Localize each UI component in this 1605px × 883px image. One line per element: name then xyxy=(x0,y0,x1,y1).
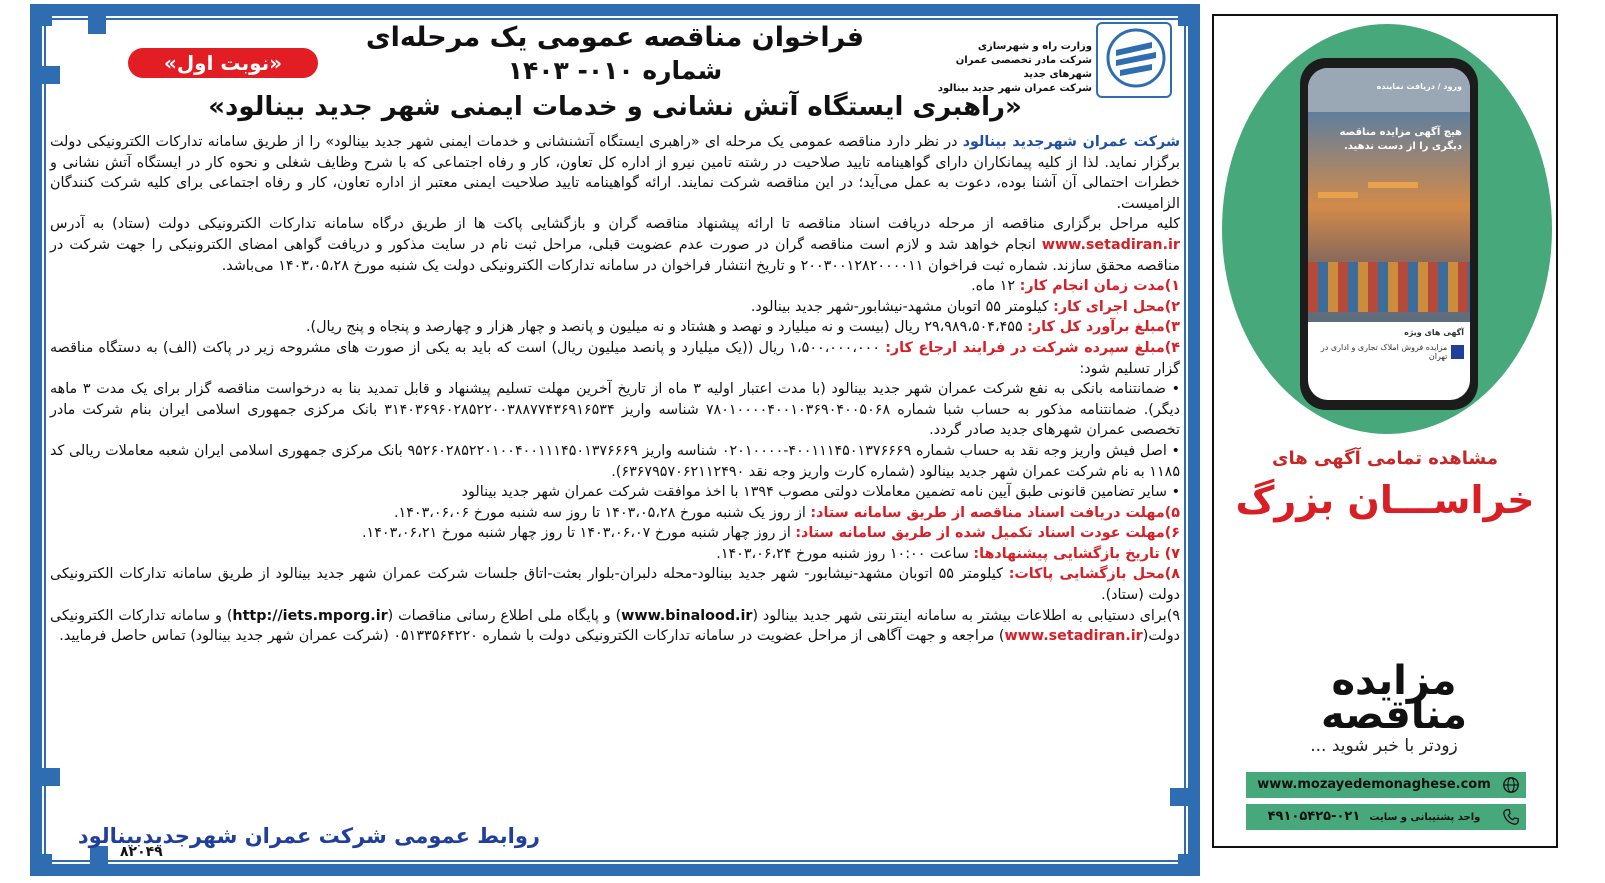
screen-section-title: آگهی های ویژه xyxy=(1404,328,1464,337)
binalood-link[interactable]: www.binalood.ir xyxy=(621,607,753,624)
item-text: ۱۲ ماه. xyxy=(971,278,1020,295)
item-text: از روز یک شنبه مورخ ۱۴۰۳،۰۵،۲۸ تا روز سه شنبه مورخ ۱۴۰۳،۰۶،۰۶. xyxy=(393,504,811,521)
phone-label: واحد پشتیبانی و سایت xyxy=(1369,812,1481,823)
screen-header-text: ورود / دریافت نماینده xyxy=(1376,82,1462,91)
setad-link[interactable]: www.setadiran.ir xyxy=(1041,236,1180,253)
ad-heading-region: خراســـان بزرگ xyxy=(1235,478,1535,522)
screen-header xyxy=(1308,68,1470,112)
item-line xyxy=(50,276,1180,297)
item-label: ۳)مبلغ برآورد کل کار: xyxy=(1027,319,1180,336)
screen-list xyxy=(1308,322,1470,367)
corner-square xyxy=(30,4,52,26)
ad-panel[interactable] xyxy=(1212,14,1558,848)
website-bar[interactable] xyxy=(1246,772,1526,798)
ad-code: ۸۲۰۴۹ xyxy=(120,844,163,860)
screen-banner-text: هیچ آگهی مزایده مناقصه دیگری را از دست ندهید. xyxy=(1339,127,1462,152)
item-text: ) و پایگاه ملی اطلاع رسانی مناقصات ( xyxy=(387,607,622,624)
item-line xyxy=(50,606,1180,647)
procedure-paragraph xyxy=(50,214,1180,276)
item-label: ۶)مهلت عودت اسناد تکمیل شده از طریق سامانه ستاد: xyxy=(795,525,1180,542)
globe-icon xyxy=(1502,776,1520,794)
item-text: ۹)برای دستیابی به اطلاعات بیشتر به سامانه اینترنتی شهر جدید بینالود ( xyxy=(752,607,1180,624)
item-text: کیلومتر ۵۵ اتوبان مشهد-نیشابور-شهر جدید بینالود. xyxy=(750,298,1054,315)
phone-number[interactable]: ۰۲۱-۴۹۱۰۵۴۲۵ xyxy=(1267,809,1361,824)
item-text: ۲۹،۹۸۹،۵۰۴،۴۵۵ ریال (بیست و نه میلیارد و نهصد و هشتاد و نه میلیون و پانصد و چهار هزار و چهارصد و پنجاه و پنج ریال). xyxy=(305,319,1028,336)
item-line xyxy=(50,317,1180,338)
notice-subject: «راهبری ایستگاه آتش نشانی و خدمات ایمنی شهر جدید بینالود» xyxy=(208,92,1022,122)
item-label: ۵)مهلت دریافت اسناد مناقصه از طریق سامانه ستاد: xyxy=(810,504,1180,521)
bullet-item: • سایر تضامین قانونی طبق آیین نامه تضمین معاملات دولتی مصوب ۱۳۹۴ با اخذ موافقت شرکت عمران شهر جدید بینالود xyxy=(461,484,1180,501)
item-line xyxy=(50,544,1180,565)
procedure-text: کلیه مراحل برگزاری مناقصه از مرحله دریافت اسناد مناقصه تا ارائه پیشنهاد مناقصه گران و بازگشایی پاکت ها از طریق درگاه سامانه تدارکات الکترونیکی دولت (ستاد) به آدرس xyxy=(50,216,1180,233)
org-line: شرکت عمران شهر جدید بینالود xyxy=(937,83,1092,94)
org-line: شرکت مادر تخصصی عمران شهرهای جدید xyxy=(955,55,1092,80)
intro-company: شرکت عمران شهرجدید بینالود xyxy=(962,134,1181,150)
phone-contact xyxy=(1252,804,1496,831)
procedure-text: انجام خواهد شد و لازم است مناقصه گران در صورت عدم عضویت قبلی، مراحل ثبت نام در سایت مذکور و دریافت گواهی امضای الکترونیکی را جهت شرکت در مناقصه محقق سازند. شماره ثبت فراخوان ۲۰۰۳۰۰۱۲۸۲۰۰۰۰۱۱ و تاریخ انتشار فراخوان در سامانه تدارکات الکترونیکی دولت یک شنبه مورخ ۱۴۰۳،۰۵،۲۸ می‌باشد. xyxy=(50,236,1180,274)
port-image xyxy=(1308,112,1470,322)
ad-heading-small: مشاهده تمامی آگهی های xyxy=(1272,448,1498,469)
notice-header xyxy=(50,20,1180,132)
item-line xyxy=(50,338,1180,379)
item-text: ۱،۵۰۰،۰۰۰،۰۰۰ ریال ((یک میلیارد و پانصد میلیون ریال) است که باید به یکی از صورت های مشروحه زیر در پاکت (الف) به دستگاه مناقصه گزار تسلیم شود: xyxy=(50,339,1180,377)
public-relations-signature: روابط عمومی شرکت عمران شهرجدیدبینالود xyxy=(77,824,540,848)
intro-paragraph xyxy=(50,132,1180,214)
item-text: ) مراجعه و جهت آگاهی از مراحل عضویت در سامانه تدارکات الکترونیکی دولت با شماره ۰۵۱۳۳۵۶۴۲۲۰ (شرکت عمران شهر جدید بینالود) تماس حاصل فرمایید. xyxy=(59,628,1005,645)
setad-link[interactable]: www.setadiran.ir xyxy=(1004,628,1143,645)
phone-icon xyxy=(1502,808,1520,826)
screen-item-text: مزایده فروش املاک تجاری و اداری در تهران xyxy=(1320,343,1448,361)
item-text: از روز چهار شنبه مورخ ۱۴۰۳،۰۶،۰۷ تا روز چهار شنبه مورخ ۱۴۰۳،۰۶،۲۱. xyxy=(362,525,796,542)
phone-bar[interactable] xyxy=(1246,804,1526,830)
item-text: ساعت ۱۰:۰۰ روز شنبه مورخ ۱۴۰۳،۰۶،۲۴. xyxy=(716,545,974,562)
notice-number: شماره ۰۱۰- ۱۴۰۳ xyxy=(507,56,723,85)
intro-text: در نظر دارد مناقصه عمومی یک مرحله ای «راهبری ایستگاه آتشنشانی و خدمات ایمنی شهر جدید بینالود» را از طریق سامانه تدارکات الکترونیکی دولت برگزار نماید. لذا از کلیه پیمانکاران دارای گواهینامه تایید صلاحیت در رشته تامین نیرو از اداره کل تعاون، کار و رفاه اجتماعی که با شرح وظایف شغلی و نحوه کار در ایستگاه آتش نشانی و خطرات احتمالی آن آشنا بوده، دعوت به عمل می‌آید؛ در این مناقصه شرکت نمایند. ارائه گواهینامه تایید صلاحیت ایمنی معتبر از اداره تعاون، کار و رفاه اجتماعی برای کلیه شرکت کنندگان الزامیست. xyxy=(50,134,1180,212)
bank-icon xyxy=(1451,345,1464,359)
bullet-item: • اصل فیش واریز وجه نقد به حساب شماره ۴۰۰۱۱۱۴۵۰۱۳۷۶۶۶۹-۰۲۰۱۰۰۰۰ شناسه واریز ۹۵۲۶۰۲۸۵۲۲۰۱۰۰۴۰۰۱۱۱۴۵۰۱۳۷۶۶۶۹ بانک مرکزی جمهوری اسلامی ایران شعبه معاملات ریالی کد ۱۱۸۵ به نام شرکت عمران شهر جدید بینالود (شماره کارت واریز وجه نقد ۶۳۶۷۹۵۷۰۶۲۱۱۲۴۹۰). xyxy=(50,442,1180,480)
notice-title: فراخوان مناقصه عمومی یک مرحله‌ای xyxy=(365,22,865,53)
publication-badge: «نوبت اول» xyxy=(128,48,318,78)
item-line xyxy=(50,523,1180,544)
item-text: ) و سامانه تدارکات الکترونیکی دولت( xyxy=(50,607,1180,645)
tender-notice xyxy=(30,4,1200,876)
crane-shape xyxy=(1318,192,1358,198)
notice-body xyxy=(50,132,1180,647)
bullet-item: • ضمانتنامه بانکی به نفع شرکت عمران شهر جدید بینالود (با مدت اعتبار اولیه ۳ ماه از تاریخ آخرین مهلت تسلیم پیشنهاد و قابل تمدید بنا به درخواست مناقصه گزار برای یک مدت ۳ ماهه دیگر). ضمانتنامه مذکور به حساب شبا شماره ۷۸۰۱۰۰۰۰۴۰۰۱۰۳۶۹۰۴۰۰۵۰۶۸ شناسه واریز ۳۱۴۰۳۶۹۶۰۲۸۵۲۲۰۰۳۸۸۷۷۴۳۶۹۱۶۵۳۴ بانک مرکزی جمهوری اسلامی ایران بنام شرکت مادر تخصصی عمران شهرهای جدید صادر گردد. xyxy=(50,381,1181,439)
notice-footer xyxy=(50,814,1180,860)
item-line xyxy=(50,503,1180,524)
item-line xyxy=(50,564,1180,605)
brand-logo: مزایده مناقصه xyxy=(1321,658,1467,738)
item-label: ۲)محل اجرای کار: xyxy=(1053,298,1180,315)
screen-list-item xyxy=(1314,343,1464,361)
containers-shape xyxy=(1308,262,1470,312)
corner-square xyxy=(30,854,52,876)
item-label: ۴)مبلغ سپرده شرکت در فرایند ارجاع کار: xyxy=(885,339,1180,356)
iets-link[interactable]: http://iets.mporg.ir xyxy=(232,607,388,624)
item-label: ۸)محل بازگشایی پاکات: xyxy=(1008,566,1180,583)
crane-shape xyxy=(1368,182,1418,188)
phone-screen xyxy=(1308,68,1470,400)
org-line: وزارت راه و شهرسازی xyxy=(977,41,1092,52)
phone-mockup xyxy=(1300,58,1478,410)
item-label: ۱)مدت زمان انجام کار: xyxy=(1019,278,1180,295)
corner-square xyxy=(1178,854,1200,876)
brand-tagline: زودتر با خبر شوید ... xyxy=(1310,736,1458,756)
corner-square xyxy=(1178,4,1200,26)
item-line xyxy=(50,297,1180,318)
website-url[interactable]: www.mozayedemonaghese.com xyxy=(1257,777,1491,792)
item-text: کیلومتر ۵۵ اتوبان مشهد-نیشابور- شهر جدید بینالود-محله دلبران-بلوار بعثت-اتاق جلسات شرکت عمران شهر جدید بینالود از طریق سامانه تدارکات الکترونیکی دولت (ستاد). xyxy=(50,566,1180,604)
item-label: ۷) تاریخ بازگشایی پیشنهادها: xyxy=(973,545,1180,562)
